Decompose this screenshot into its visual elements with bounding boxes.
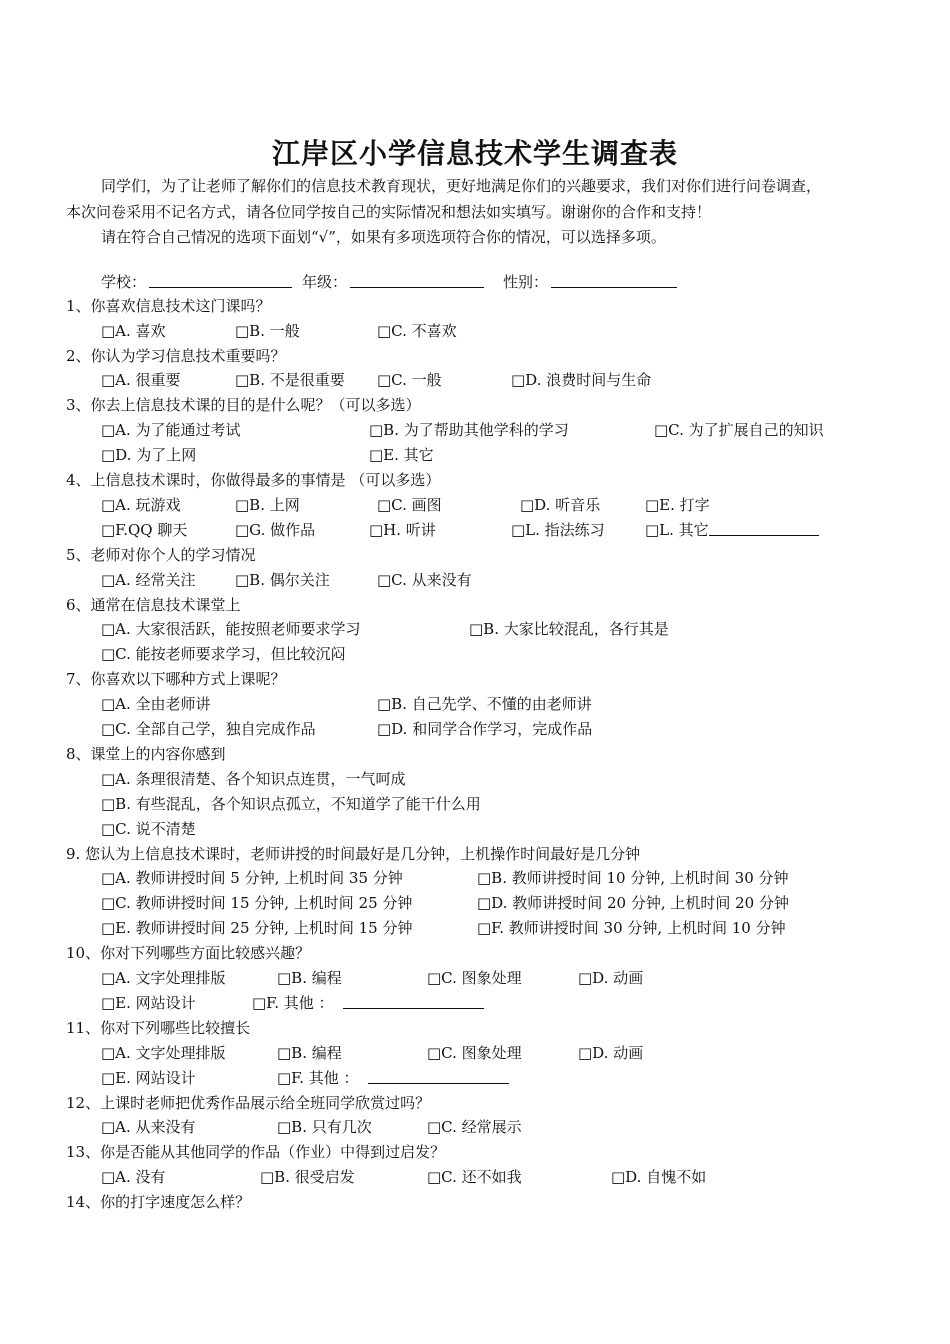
question-2: 2、你认为学习信息技术重要吗？ — [66, 347, 286, 365]
q4-option-l1[interactable]: □L. 指法练习 — [511, 521, 605, 539]
question-9: 9. 您认为上信息技术课时，老师讲授的时间最好是几分钟，上机操作时间最好是几分钟 — [66, 845, 641, 863]
q12-option-a[interactable]: □A. 从来没有 — [101, 1118, 196, 1136]
q10-option-d[interactable]: □D. 动画 — [578, 969, 644, 987]
school-field[interactable] — [149, 273, 292, 288]
q3-option-a[interactable]: □A. 为了能通过考试 — [101, 421, 241, 439]
q8-option-c[interactable]: □C. 说不清楚 — [101, 820, 196, 838]
question-4: 4、上信息技术课时，你做得最多的事情是 （可以多选） — [66, 471, 441, 489]
question-12: 12、上课时老师把优秀作品展示给全班同学欣赏过吗？ — [66, 1094, 431, 1112]
q8-option-b[interactable]: □B. 有些混乱，各个知识点孤立，不知道学了能干什么用 — [101, 795, 481, 813]
q4-option-e[interactable]: □E. 打字 — [645, 496, 710, 514]
q7-option-c[interactable]: □C. 全部自己学，独自完成作品 — [101, 720, 316, 738]
q9-option-c[interactable]: □C. 教师讲授时间 15 分钟, 上机时间 25 分钟 — [101, 894, 413, 912]
page-title: 江岸区小学信息技术学生调查表 — [271, 137, 678, 170]
q13-option-a[interactable]: □A. 没有 — [101, 1168, 166, 1186]
q6-option-a[interactable]: □A. 大家很活跃，能按照老师要求学习 — [101, 620, 361, 638]
intro-line-1: 同学们，为了让老师了解你们的信息技术教育现状，更好地满足你们的兴趣要求，我们对你们进行问卷调查， — [101, 177, 822, 195]
q6-option-b[interactable]: □B. 大家比较混乱，各行其是 — [469, 620, 669, 638]
q4-other-field[interactable] — [709, 521, 819, 536]
q3-option-c[interactable]: □C. 为了扩展自己的知识 — [654, 421, 824, 439]
q10-option-c[interactable]: □C. 图象处理 — [427, 969, 522, 987]
q5-option-a[interactable]: □A. 经常关注 — [101, 571, 196, 589]
question-10: 10、你对下列哪些方面比较感兴趣？ — [66, 944, 311, 962]
question-1: 1、你喜欢信息技术这门课吗？ — [66, 297, 271, 315]
q5-option-c[interactable]: □C. 从来没有 — [377, 571, 472, 589]
q10-option-b[interactable]: □B. 编程 — [277, 969, 342, 987]
q9-option-e[interactable]: □E. 教师讲授时间 25 分钟, 上机时间 15 分钟 — [101, 919, 413, 937]
q7-option-b[interactable]: □B. 自己先学、不懂的由老师讲 — [377, 695, 592, 713]
q12-option-c[interactable]: □C. 经常展示 — [427, 1118, 522, 1136]
q4-option-h[interactable]: □H. 听讲 — [369, 521, 436, 539]
q4-option-c[interactable]: □C. 画图 — [377, 496, 442, 514]
q3-option-b[interactable]: □B. 为了帮助其他学科的学习 — [369, 421, 569, 439]
q9-option-b[interactable]: □B. 教师讲授时间 10 分钟, 上机时间 30 分钟 — [477, 869, 789, 887]
q11-other-field[interactable] — [368, 1069, 509, 1084]
q8-option-a[interactable]: □A. 条理很清楚、各个知识点连贯，一气呵成 — [101, 770, 406, 788]
question-6: 6、通常在信息技术课堂上 — [66, 596, 241, 614]
q11-option-e[interactable]: □E. 网站设计 — [101, 1069, 196, 1087]
q2-option-a[interactable]: □A. 很重要 — [101, 371, 181, 389]
question-7: 7、你喜欢以下哪种方式上课呢？ — [66, 670, 286, 688]
q1-option-c[interactable]: □C. 不喜欢 — [377, 322, 457, 340]
q9-option-d[interactable]: □D. 教师讲授时间 20 分钟, 上机时间 20 分钟 — [477, 894, 789, 912]
q9-option-a[interactable]: □A. 教师讲授时间 5 分钟, 上机时间 35 分钟 — [101, 869, 403, 887]
q4-option-f[interactable]: □F.QQ 聊天 — [101, 521, 188, 539]
q2-option-c[interactable]: □C. 一般 — [377, 371, 442, 389]
q4-option-d[interactable]: □D. 听音乐 — [520, 496, 601, 514]
q11-option-a[interactable]: □A. 文字处理排版 — [101, 1044, 226, 1062]
question-5: 5、老师对你个人的学习情况 — [66, 546, 256, 564]
q12-option-b[interactable]: □B. 只有几次 — [277, 1118, 372, 1136]
q3-option-e[interactable]: □E. 其它 — [369, 446, 434, 464]
q13-option-d[interactable]: □D. 自愧不如 — [611, 1168, 707, 1186]
question-11: 11、你对下列哪些比较擅长 — [66, 1019, 251, 1037]
q10-other-field[interactable] — [343, 994, 484, 1009]
q2-option-d[interactable]: □D. 浪费时间与生命 — [511, 371, 652, 389]
grade-label: 年级： — [302, 273, 348, 291]
grade-field[interactable] — [350, 273, 484, 288]
q10-option-e[interactable]: □E. 网站设计 — [101, 994, 196, 1012]
q1-option-b[interactable]: □B. 一般 — [235, 322, 300, 340]
q10-option-f[interactable]: □F. 其他 ： — [252, 994, 334, 1012]
q2-option-b[interactable]: □B. 不是很重要 — [235, 371, 345, 389]
q5-option-b[interactable]: □B. 偶尔关注 — [235, 571, 330, 589]
q11-option-b[interactable]: □B. 编程 — [277, 1044, 342, 1062]
q11-option-d[interactable]: □D. 动画 — [578, 1044, 644, 1062]
q4-option-g[interactable]: □G. 做作品 — [235, 521, 316, 539]
q4-option-l2[interactable]: □L. 其它 — [645, 521, 709, 539]
gender-label: 性别： — [503, 273, 549, 291]
question-14: 14、你的打字速度怎么样？ — [66, 1193, 251, 1211]
q3-option-d[interactable]: □D. 为了上网 — [101, 446, 197, 464]
q7-option-a[interactable]: □A. 全由老师讲 — [101, 695, 211, 713]
q11-option-c[interactable]: □C. 图象处理 — [427, 1044, 522, 1062]
question-8: 8、课堂上的内容你感到 — [66, 745, 226, 763]
q4-option-a[interactable]: □A. 玩游戏 — [101, 496, 181, 514]
q13-option-c[interactable]: □C. 还不如我 — [427, 1168, 522, 1186]
intro-line-2: 本次问卷采用不记名方式，请各位同学按自己的实际情况和想法如实填写。谢谢你的合作和支持！ — [66, 203, 712, 221]
question-3: 3、你去上信息技术课的目的是什么呢？（可以多选） — [66, 396, 421, 414]
gender-field[interactable] — [551, 273, 677, 288]
q13-option-b[interactable]: □B. 很受启发 — [260, 1168, 355, 1186]
q7-option-d[interactable]: □D. 和同学合作学习，完成作品 — [377, 720, 593, 738]
question-13: 13、你是否能从其他同学的作品（作业）中得到过启发？ — [66, 1143, 446, 1161]
q4-option-b[interactable]: □B. 上网 — [235, 496, 300, 514]
school-label: 学校： — [101, 273, 147, 291]
intro-line-3: 请在符合自己情况的选项下面划“√”，如果有多项选项符合你的情况，可以选择多项。 — [101, 228, 666, 246]
q6-option-c[interactable]: □C. 能按老师要求学习，但比较沉闷 — [101, 645, 346, 663]
q10-option-a[interactable]: □A. 文字处理排版 — [101, 969, 226, 987]
q1-option-a[interactable]: □A. 喜欢 — [101, 322, 166, 340]
q11-option-f[interactable]: □F. 其他 ： — [277, 1069, 359, 1087]
q9-option-f[interactable]: □F. 教师讲授时间 30 分钟, 上机时间 10 分钟 — [477, 919, 786, 937]
